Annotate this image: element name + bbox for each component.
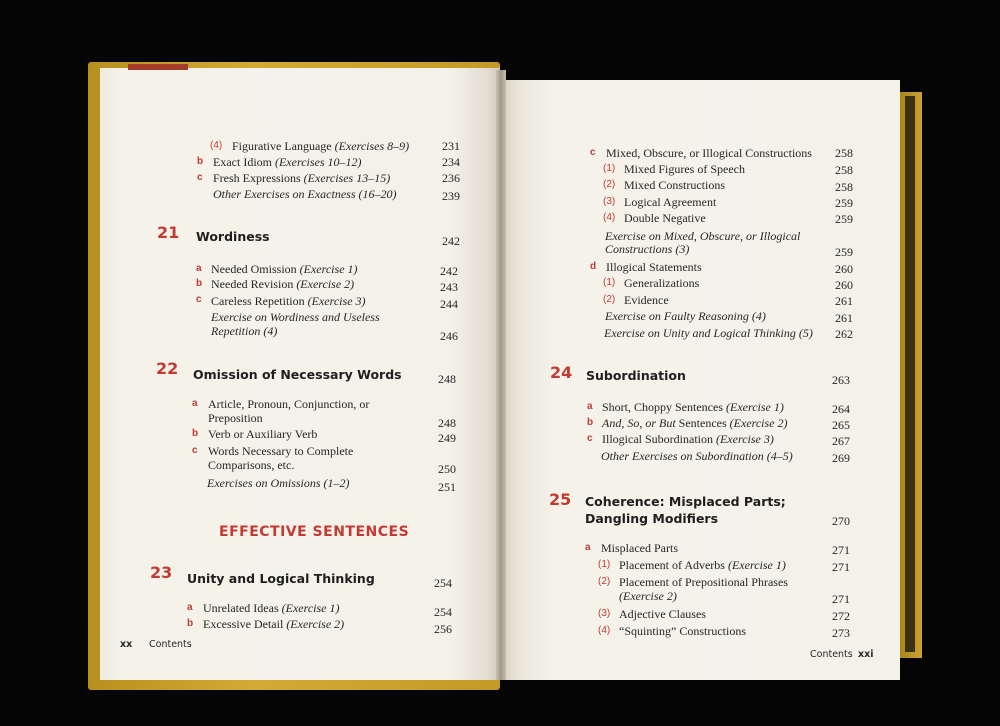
page-number: 248	[438, 416, 456, 430]
toc-entry: Excessive Detail (Exercise 2)	[203, 617, 345, 631]
list-item-letter: b	[187, 618, 194, 629]
toc-entry: Preposition	[208, 411, 263, 425]
chapter-title: Dangling Modifiers	[585, 511, 719, 526]
page-number: 231	[442, 139, 460, 153]
toc-entry: Double Negative	[624, 211, 706, 225]
bookmark-ribbon	[128, 64, 188, 70]
page-number: 239	[442, 189, 460, 203]
page-number: 243	[440, 280, 458, 294]
chapter-title: Wordiness	[196, 229, 270, 244]
list-item-letter: b	[192, 428, 199, 439]
toc-entry: “Squinting” Constructions	[619, 624, 746, 638]
chapter-number: 23	[150, 563, 173, 582]
page-number: 256	[434, 622, 452, 636]
chapter-title: Subordination	[586, 368, 686, 383]
list-item-letter: c	[196, 294, 202, 305]
page-number: 271	[832, 592, 850, 606]
chapter-number: 22	[156, 359, 179, 378]
page-number: 271	[832, 560, 850, 574]
toc-entry: Constructions (3)	[605, 242, 690, 256]
page-number: 265	[832, 418, 850, 432]
toc-entry: Verb or Auxiliary Verb	[208, 427, 318, 441]
page-number: 262	[835, 327, 853, 341]
page-number: 261	[835, 294, 853, 308]
list-item-letter: a	[192, 398, 198, 409]
toc-entry: Exercise on Faulty Reasoning (4)	[605, 309, 766, 323]
toc-entry: Repetition (4)	[211, 324, 278, 338]
toc-entry: Evidence	[624, 293, 669, 307]
toc-entry: Figurative Language (Exercises 8–9)	[232, 139, 410, 153]
page-number: 271	[832, 543, 850, 557]
footer-label: Contents	[810, 649, 853, 660]
toc-entry: Illogical Subordination (Exercise 3)	[602, 432, 774, 446]
list-item-number: (3)	[598, 608, 611, 619]
page-number: 259	[835, 245, 853, 259]
toc-entry: Needed Omission (Exercise 1)	[211, 262, 358, 276]
toc-entry: Mixed Constructions	[624, 178, 725, 192]
book-edge	[905, 96, 915, 652]
list-item-letter: a	[187, 602, 193, 613]
section-heading: EFFECTIVE SENTENCES	[219, 524, 410, 540]
list-item-letter: b	[587, 417, 594, 428]
toc-entry: And, So, or But Sentences (Exercise 2)	[602, 416, 788, 430]
page-number: 259	[835, 196, 853, 210]
toc-entry: Fresh Expressions (Exercises 13–15)	[213, 171, 391, 185]
chapter-title: Unity and Logical Thinking	[187, 571, 375, 586]
page-number: 270	[832, 514, 850, 528]
toc-entry: Logical Agreement	[624, 195, 717, 209]
toc-entry: Placement of Prepositional Phrases	[619, 575, 788, 589]
page-number: 249	[438, 431, 456, 445]
list-item-letter: c	[192, 445, 198, 456]
toc-entry: Unrelated Ideas (Exercise 1)	[203, 601, 340, 615]
toc-entry: Adjective Clauses	[619, 607, 706, 621]
page-number: 258	[835, 146, 853, 160]
list-item-number: (1)	[598, 559, 611, 570]
list-item-letter: b	[197, 156, 204, 167]
page-number: 251	[438, 480, 456, 494]
toc-entry: Needed Revision (Exercise 2)	[211, 277, 355, 291]
toc-entry: Misplaced Parts	[601, 541, 678, 555]
page-number: 246	[440, 329, 458, 343]
toc-entry: Exercise on Unity and Logical Thinking (5)	[604, 326, 813, 340]
page-number: 269	[832, 451, 850, 465]
page-number: 244	[440, 297, 458, 311]
toc-entry: Article, Pronoun, Conjunction, or	[208, 397, 370, 411]
list-item-letter: c	[590, 147, 596, 158]
toc-entry: Generalizations	[624, 276, 700, 290]
chapter-number: 24	[550, 363, 573, 382]
list-item-letter: d	[590, 261, 597, 272]
footer-page-number: xxi	[858, 649, 874, 660]
toc-entry: Mixed Figures of Speech	[624, 162, 745, 176]
list-item-number: (4)	[598, 625, 611, 636]
page-number: 264	[832, 402, 850, 416]
page-number: 242	[440, 264, 458, 278]
page-number: 272	[832, 609, 850, 623]
page-number: 242	[442, 234, 460, 248]
chapter-number: 25	[549, 490, 572, 509]
page-number: 250	[438, 462, 456, 476]
list-item-number: (2)	[598, 576, 611, 587]
toc-entry: Comparisons, etc.	[208, 458, 295, 472]
page-number: 254	[434, 605, 452, 619]
list-item-number: (1)	[603, 277, 616, 288]
list-item-number: (2)	[603, 179, 616, 190]
toc-entry: (Exercise 2)	[619, 589, 677, 603]
chapter-title: Omission of Necessary Words	[193, 367, 402, 382]
list-item-number: (1)	[603, 163, 616, 174]
toc-entry: Words Necessary to Complete	[208, 444, 354, 458]
page-number: 258	[835, 180, 853, 194]
toc-entry: Exact Idiom (Exercises 10–12)	[213, 155, 362, 169]
toc-entry: Illogical Statements	[606, 260, 702, 274]
page-number: 273	[832, 626, 850, 640]
chapter-title: Coherence: Misplaced Parts;	[585, 494, 786, 509]
toc-entry: Exercise on Wordiness and Useless	[211, 310, 380, 324]
page-number: 260	[835, 262, 853, 276]
toc-entry: Exercise on Mixed, Obscure, or Illogical	[605, 229, 801, 243]
list-item-number: (3)	[603, 196, 616, 207]
list-item-letter: a	[587, 401, 593, 412]
list-item-letter: c	[197, 172, 203, 183]
toc-entry: Mixed, Obscure, or Illogical Constructions	[606, 146, 812, 160]
footer-page-number: xx	[120, 639, 133, 650]
page-number: 234	[442, 155, 460, 169]
footer-label: Contents	[149, 639, 192, 650]
list-item-letter: a	[196, 263, 202, 274]
list-item-letter: a	[585, 542, 591, 553]
page-number: 236	[442, 171, 460, 185]
toc-entry: Exercises on Omissions (1–2)	[207, 476, 350, 490]
page-number: 259	[835, 212, 853, 226]
chapter-number: 21	[157, 223, 180, 242]
page-number: 267	[832, 434, 850, 448]
toc-entry: Short, Choppy Sentences (Exercise 1)	[602, 400, 784, 414]
list-item-number: (4)	[603, 212, 616, 223]
list-item-letter: c	[587, 433, 593, 444]
toc-entry: Other Exercises on Exactness (16–20)	[213, 187, 397, 201]
toc-entry: Placement of Adverbs (Exercise 1)	[619, 558, 786, 572]
list-item-number: (4)	[210, 140, 223, 151]
page-number: 263	[832, 373, 850, 387]
page-number: 260	[835, 278, 853, 292]
page-number: 254	[434, 576, 452, 590]
page-number: 258	[835, 163, 853, 177]
list-item-letter: b	[196, 278, 203, 289]
page-number: 248	[438, 372, 456, 386]
page-number: 261	[835, 311, 853, 325]
book-gutter	[496, 70, 506, 680]
toc-entry: Other Exercises on Subordination (4–5)	[601, 449, 793, 463]
toc-entry: Careless Repetition (Exercise 3)	[211, 294, 366, 308]
list-item-number: (2)	[603, 294, 616, 305]
